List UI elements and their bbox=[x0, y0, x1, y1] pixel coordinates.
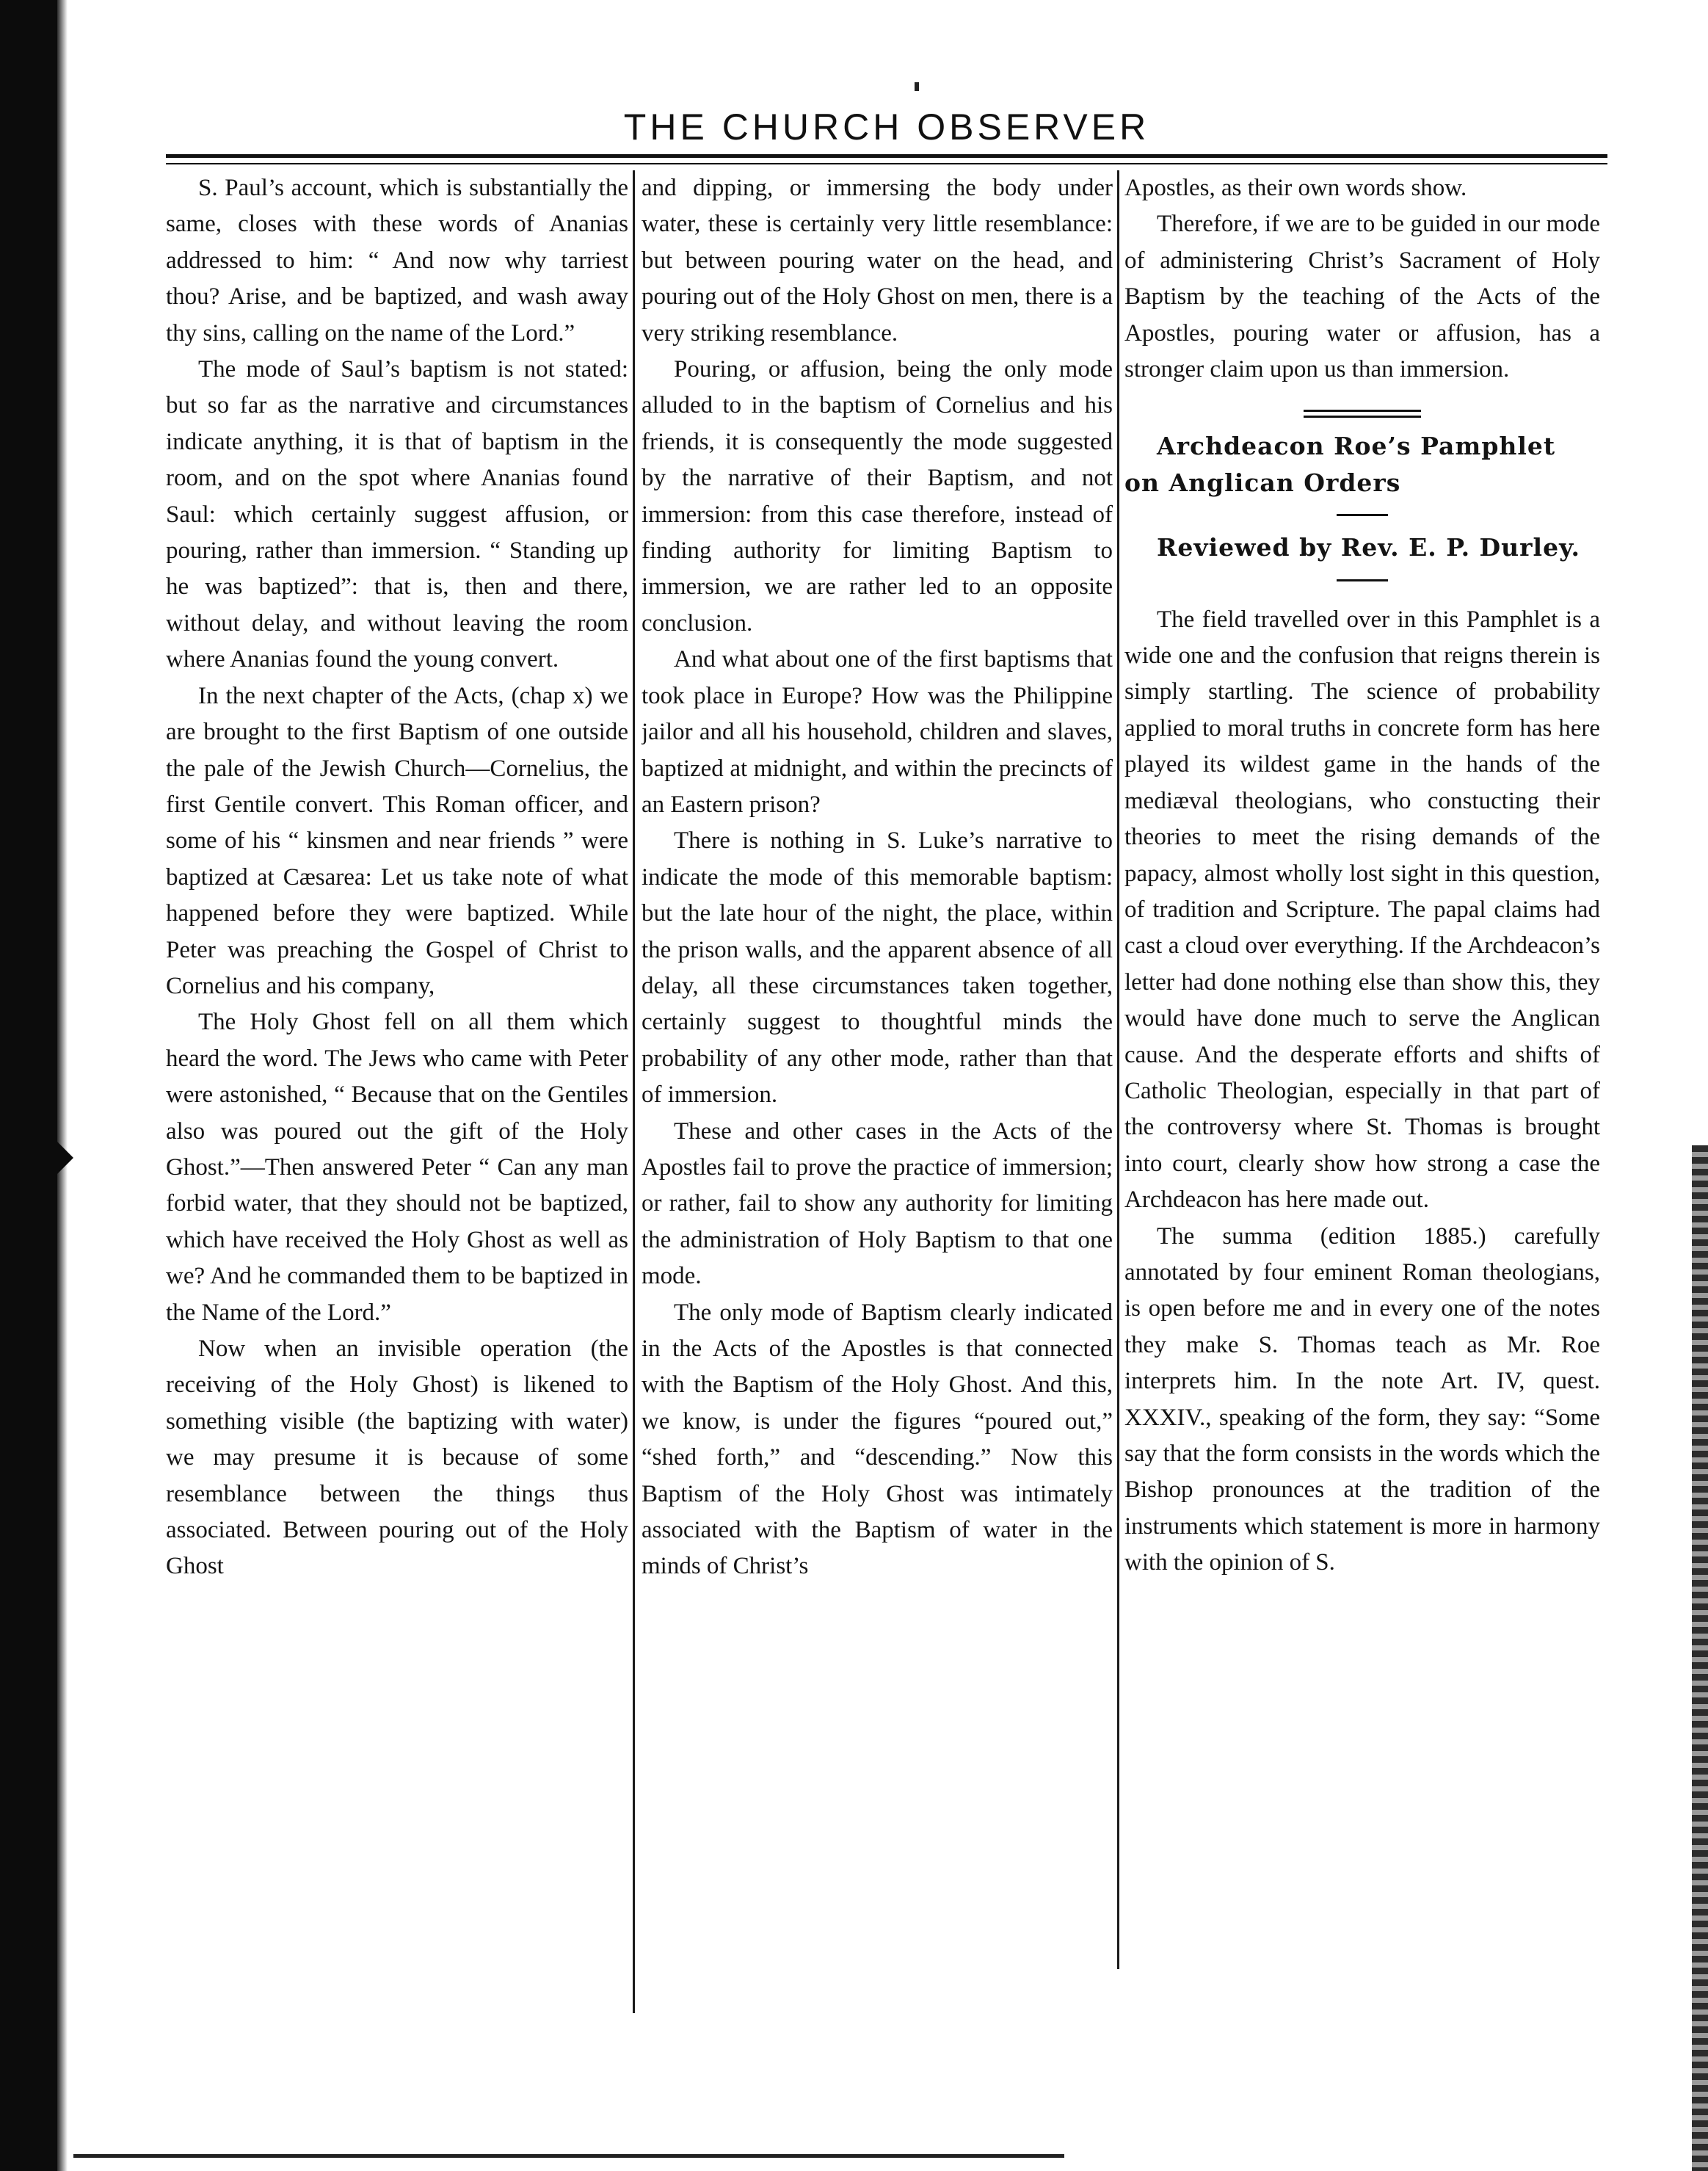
paragraph: The only mode of Baptism clearly indicated in the Acts of the Apostles is that connected with the Baptism of the Holy Ghost. And this, we know, is under the figures “poured out,” “shed forth,” and “descending.” Now this Baptism of the Holy Ghost was intimately associated with the Baptism of water in the minds of Christ’s bbox=[642, 1299, 1113, 1580]
paragraph: Pouring, or affusion, being the only mode alluded to in the baptism of Cornelius and his friends, it is consequently the mode suggested by the narrative of their Baptism, and not immersion: from this case therefore, instead of finding authority for limiting Baptism to immersion, we are rather led to an opposite conclusion. bbox=[642, 356, 1113, 637]
paragraph-continued: Apostles, as their own words show. bbox=[1124, 175, 1467, 201]
masthead-rule-thick bbox=[166, 154, 1607, 158]
paragraph-continued: and dipping, or immersing the body under water, these is certainly very little resemblance: but between pouring water on the head, and pouring out of the Holy Ghost on men, there is a very striking resemblance. bbox=[642, 175, 1113, 347]
scan-right-edge bbox=[1692, 1145, 1708, 2171]
page-masthead: THE CHURCH OBSERVER bbox=[623, 106, 1150, 148]
article-title bbox=[1124, 428, 1600, 501]
article-title-line-1: Archdeacon Roe’s Pamphlet bbox=[1157, 432, 1556, 461]
paragraph: The field travelled over in this Pamphlet is a wide one and the confusion that reigns therein is simply startling. The science of probability applied to moral truths in concrete form has here played its wildest game in the hands of the mediæval theologians, who constucting their theories to meet the rising demands of the papacy, almost wholly lost sight in this question, of tradition and Scripture. The papal claims had cast a cloud over everything. If the Archdeacon’s letter had done nothing else than show this, they would have done much to serve the Anglican cause. And the desperate efforts and shifts of Catholic Theologian, especially in that part of the controversy where St. Thomas is brought into court, clearly show how strong a case the Archdeacon has here made out. bbox=[1124, 606, 1600, 1214]
scan-binding-notch bbox=[57, 1142, 73, 1174]
masthead-rule-thin bbox=[166, 163, 1607, 164]
column-3 bbox=[1124, 170, 1600, 2013]
paragraph: Now when an invisible operation (the receiving of the Holy Ghost) is likened to something visible (the baptizing with water) we may presume it is because of some resemblance between the things thus associated. Between pouring out of the Holy Ghost bbox=[166, 1335, 628, 1580]
paragraph: And what about one of the first baptisms that took place in Europe? How was the Philippine jailor and all his household, children and slaves, baptized at midnight, and within the precincts of an Eastern prison? bbox=[642, 646, 1113, 818]
paragraph: In the next chapter of the Acts, (chap x) we are brought to the first Baptism of one outside the pale of the Jewish Church—Cornelius, the first Gentile convert. This Roman officer, and some of his “ kinsmen and near friends ” were baptized at Cæsarea: Let us take note of what happened before they were baptized. While Peter was preaching the Gospel of Christ to Cornelius and his company, bbox=[166, 682, 628, 999]
article-byline: Reviewed by Rev. E. P. Durley. bbox=[1157, 533, 1580, 562]
column-2 bbox=[642, 170, 1113, 2013]
scan-bottom-line bbox=[73, 2154, 1064, 2158]
scan-left-border-shadow bbox=[57, 0, 68, 2171]
column-separator-right bbox=[1117, 170, 1119, 1969]
article-title-line-2: on Anglican Orders bbox=[1124, 468, 1401, 497]
paragraph: The summa (edition 1885.) carefully annotated by four eminent Roman theologians, is open before me and in every one of the notes they make S. Thomas teach as Mr. Roe interprets him. In the note Art. IV, quest. XXXIV., speaking of the form, they say: “Some say that the form consists in the words which the Bishop pronounces at the tradition of the instruments which statement is more in harmony with the opinion of S. bbox=[1124, 1222, 1600, 1576]
paragraph: The mode of Saul’s baptism is not stated: but so far as the narrative and circumstances indicate anything, it is that of baptism in the room, and on the spot where Ananias found Saul: which certainly suggest affusion, or pouring, rather than immersion. “ Standing up he was baptized”: that is, then and there, without delay, and without leaving the room where Ananias found the young convert. bbox=[166, 356, 628, 673]
paragraph: S. Paul’s account, which is substantially the same, closes with these words of Ananias addressed to him: “ And now why tarriest thou? Arise, and be baptized, and wash away thy sins, calling on the name of the Lord.” bbox=[166, 175, 628, 347]
column-separator-left bbox=[633, 170, 635, 2013]
scan-speck bbox=[915, 82, 919, 91]
title-underline bbox=[1337, 514, 1388, 516]
paragraph: Therefore, if we are to be guided in our mode of administering Christ’s Sacrament of Holy Baptism by the teaching of the Acts of the Apostles, pouring water or affusion, has a stronger claim upon us than immersion. bbox=[1124, 211, 1600, 383]
paragraph: There is nothing in S. Luke’s narrative to indicate the mode of this memorable baptism: but the late hour of the night, the place, within the prison walls, and the apparent absence of all delay, all these circumstances taken together, certainly suggest to thoughtful minds the probability of any other mode, rather than that of immersion. bbox=[642, 827, 1113, 1109]
column-1 bbox=[166, 170, 628, 2013]
byline-underline bbox=[1337, 579, 1388, 581]
section-divider bbox=[1304, 410, 1421, 418]
paragraph: These and other cases in the Acts of the Apostles fail to prove the practice of immersion; or rather, fail to show any authority for limiting the administration of Holy Baptism to that one mode. bbox=[642, 1117, 1113, 1290]
scan-left-border bbox=[0, 0, 57, 2171]
paragraph: The Holy Ghost fell on all them which heard the word. The Jews who came with Peter were astonished, “ Because that on the Gentiles also was poured out the gift of the Holy Ghost.”—Then answered Peter “ Can any man forbid water, that they should not be baptized, which have received the Holy Ghost as well as we? And he commanded them to be baptized in the Name of the Lord.” bbox=[166, 1009, 628, 1326]
